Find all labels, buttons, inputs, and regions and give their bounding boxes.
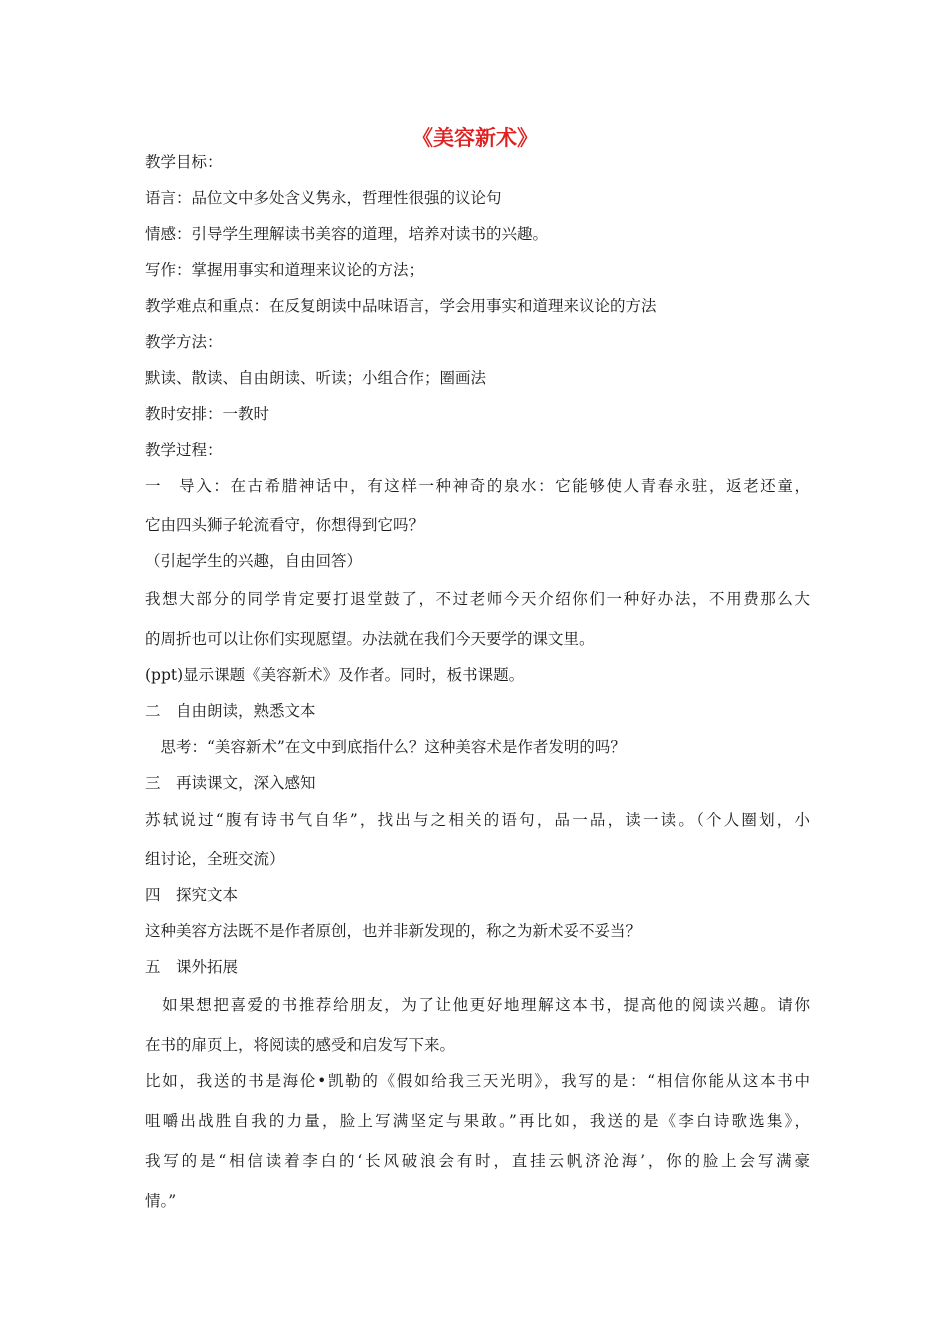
text-line: 教学目标： bbox=[145, 153, 223, 171]
text-line: 二 自由朗读，熟悉文本 bbox=[145, 702, 316, 720]
text-line: 比如，我送的书是海伦•凯勒的《假如给我三天光明》，我写的是：“相信你能从这本书中 bbox=[145, 1072, 810, 1090]
text-line: 一 导入：在古希腊神话中，有这样一种神奇的泉水：它能够使人青春永驻，返老还童， bbox=[145, 477, 810, 495]
text-line: 我想大部分的同学肯定要打退堂鼓了，不过老师今天介绍你们一种好办法，不用费那么大 bbox=[145, 590, 810, 608]
text-line: 教学过程： bbox=[145, 441, 223, 459]
text-line: 语言：品位文中多处含义隽永，哲理性很强的议论句 bbox=[145, 189, 502, 207]
text-line: 四 探究文本 bbox=[145, 886, 239, 904]
text-line: 在书的扉页上，将阅读的感受和启发写下来。 bbox=[145, 1036, 456, 1054]
text-line: 这种美容方法既不是作者原创，也并非新发现的，称之为新术妥不妥当？ bbox=[145, 922, 642, 940]
text-line: 教时安排：一教时 bbox=[145, 405, 270, 423]
text-line: 组讨论，全班交流） bbox=[145, 850, 285, 868]
text-line: 苏轼说过“腹有诗书气自华”，找出与之相关的语句，品一品，读一读。（个人圈划，小 bbox=[145, 811, 810, 829]
text-line: 的周折也可以让你们实现愿望。办法就在我们今天要学的课文里。 bbox=[145, 630, 595, 648]
text-line: 思考：“美容新术”在文中到底指什么？这种美容术是作者发明的吗？ bbox=[145, 738, 626, 756]
text-line: 它由四头狮子轮流看守，你想得到它吗？ bbox=[145, 516, 425, 534]
text-line: 教学难点和重点：在反复朗读中品味语言，学会用事实和道理来议论的方法 bbox=[145, 297, 657, 315]
text-line: 五 课外拓展 bbox=[145, 958, 239, 976]
text-line: 情感：引导学生理解读书美容的道理，培养对读书的兴趣。 bbox=[145, 225, 549, 243]
text-line: 如果想把喜爱的书推荐给朋友，为了让他更好地理解这本书，提高他的阅读兴趣。请你 bbox=[145, 996, 810, 1014]
text-line: 教学方法： bbox=[145, 333, 223, 351]
text-line: 咀嚼出战胜自我的力量，脸上写满坚定与果敢。”再比如，我送的是《李白诗歌选集》， bbox=[145, 1112, 810, 1130]
text-line: 默读、散读、自由朗读、听读；小组合作；圈画法 bbox=[145, 369, 487, 387]
text-line: (ppt)显示课题《美容新术》及作者。同时，板书课题。 bbox=[145, 666, 525, 684]
text-line: （引起学生的兴趣，自由回答） bbox=[145, 552, 363, 570]
document-title: 《美容新术》 bbox=[412, 126, 538, 150]
text-line: 三 再读课文，深入感知 bbox=[145, 774, 316, 792]
text-line: 写作：掌握用事实和道理来议论的方法； bbox=[145, 261, 425, 279]
text-line: 情。” bbox=[145, 1192, 177, 1210]
text-line: 我写的是“相信读着李白的‘长风破浪会有时，直挂云帆济沧海’，你的脸上会写满豪 bbox=[145, 1152, 810, 1170]
